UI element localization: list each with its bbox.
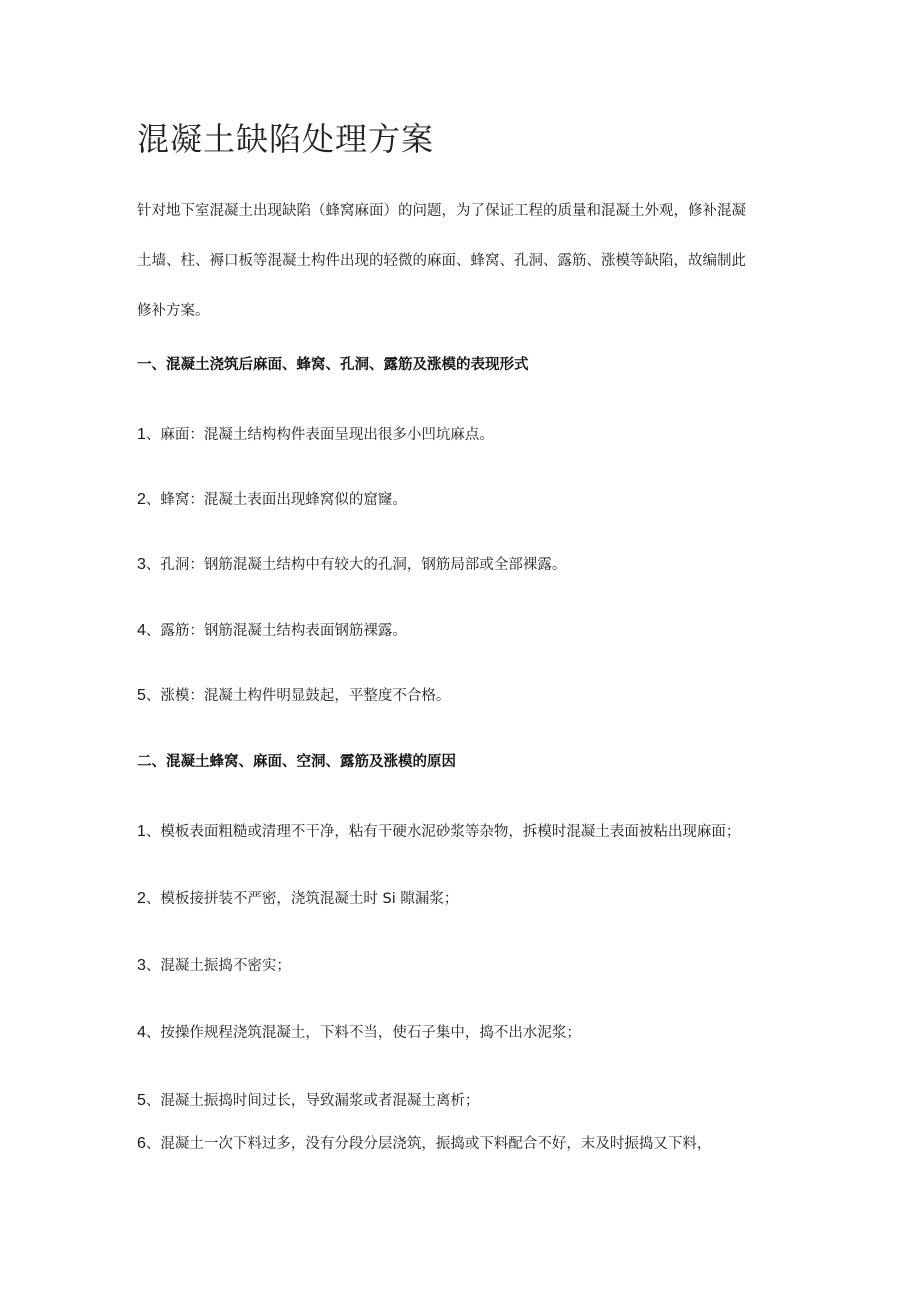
list-item — [137, 553, 566, 574]
item-text: 、模板接拼装不严密，浇筑混凝土时 Si 隙漏浆； — [145, 891, 459, 907]
item-number: 6 — [137, 1135, 146, 1152]
item-text: 、混凝土振捣不密实； — [145, 958, 291, 974]
item-text: 、麻面：混凝土结构构件表面呈现出很多小凹坑麻点。 — [145, 427, 494, 443]
list-item — [137, 1021, 581, 1042]
item-text: 、按操作规程浇筑混凝土，下料不当，使石子集中，捣不出水泥浆； — [145, 1025, 581, 1041]
item-number: 4 — [137, 1024, 146, 1041]
intro-paragraph — [137, 186, 787, 336]
item-number: 4 — [137, 622, 146, 639]
item-text: 、混凝土振捣时间过长，导致漏浆或者混凝土离析； — [145, 1093, 480, 1109]
item-number: 1 — [137, 426, 146, 443]
item-text: 、蜂窝：混凝土表面出现蜂窝似的窟窿。 — [145, 492, 407, 508]
item-number: 2 — [137, 491, 146, 508]
intro-line: 土墙、柱、褥口板等混凝土构件出现的轻微的麻面、蜂窝、孔洞、露筋、涨模等缺陷，故编制此 — [137, 253, 746, 269]
list-item — [137, 1132, 711, 1153]
item-number: 5 — [137, 1092, 146, 1109]
list-item — [137, 820, 740, 841]
intro-line: 修补方案。 — [137, 303, 210, 319]
item-text: 、涨模：混凝土构件明显鼓起，平整度不合格。 — [145, 688, 451, 704]
item-text: 、露筋：钢筋混凝土结构表面钢筋裸露。 — [145, 623, 407, 639]
list-item — [137, 954, 291, 975]
item-number: 3 — [137, 957, 146, 974]
item-text: 、模板表面粗糙或清理不干净，粘有干硬水泥砂浆等杂物，拆模时混凝土表面被粘出现麻面； — [145, 824, 741, 840]
item-number: 5 — [137, 687, 146, 704]
item-number: 1 — [137, 823, 146, 840]
document-title: 混凝土缺陷处理方案 — [137, 120, 435, 158]
list-item — [137, 684, 450, 705]
list-item — [137, 887, 458, 908]
item-number: 3 — [137, 556, 146, 573]
section-heading-causes: 二、混凝土蜂窝、麻面、空洞、露筋及涨模的原因 — [137, 754, 456, 770]
item-text: 、混凝土一次下料过多，没有分段分层浇筑，振捣或下料配合不好，末及时振捣又下料， — [145, 1136, 712, 1152]
list-item — [137, 423, 494, 444]
list-item — [137, 1089, 479, 1110]
list-item — [137, 619, 407, 640]
intro-line: 针对地下室混凝土出现缺陷（蜂窝麻面）的问题，为了保证工程的质量和混凝土外观，修补混凝 — [137, 203, 746, 219]
item-number: 2 — [137, 890, 146, 907]
item-text: 、孔洞：钢筋混凝土结构中有较大的孔洞，钢筋局部或全部裸露。 — [145, 557, 567, 573]
section-heading-forms: 一、混凝土浇筑后麻面、蜂窝、孔洞、露筋及涨模的表现形式 — [137, 357, 529, 373]
list-item — [137, 488, 407, 509]
